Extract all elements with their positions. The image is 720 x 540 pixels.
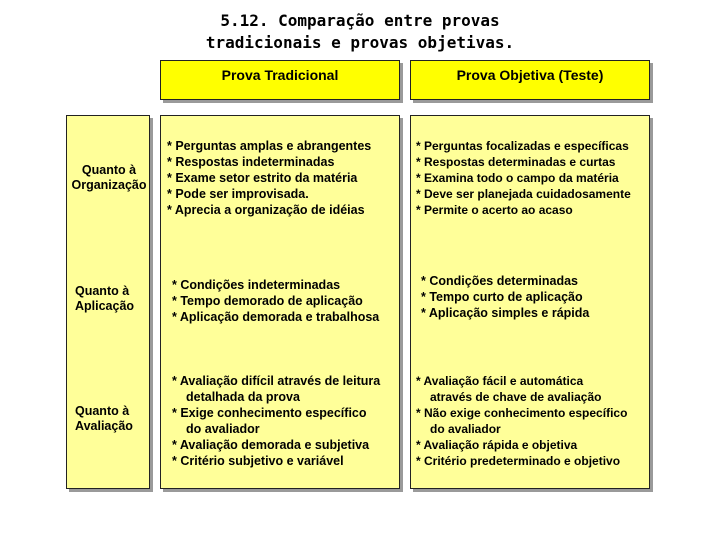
row-label-application: Quanto à Aplicação (75, 284, 135, 313)
list-item: * Não exige conhecimento específico (416, 406, 628, 420)
panel-traditional (160, 115, 400, 489)
list-item: * Deve ser planejada cuidadosamente (416, 187, 631, 201)
title-line-2: tradicionais e provas objetivas. (205, 33, 515, 52)
list-item: * Exame setor estrito da matéria (167, 171, 358, 185)
row-label-organization: Quanto à Organização (71, 163, 147, 192)
header-objective (410, 60, 650, 100)
list-item: * Aplicação simples e rápida (421, 306, 590, 320)
list-item: * Condições determinadas (421, 274, 578, 288)
list-item: * Avaliação demorada e subjetiva (172, 438, 370, 452)
list-item: * Avaliação difícil através de leitura (172, 374, 381, 388)
list-item: * Respostas determinadas e curtas (416, 155, 616, 169)
list-item: * Aprecia a organização de idéias (167, 203, 365, 217)
cell-traditional-organization (167, 138, 371, 218)
list-item: * Critério predeterminado e objetivo (416, 454, 621, 468)
list-item: * Avaliação fácil e automática (416, 374, 584, 388)
header-traditional (160, 60, 400, 100)
list-item: * Tempo curto de aplicação (421, 290, 583, 304)
list-item: * Respostas indeterminadas (167, 155, 335, 169)
cell-objective-organization (416, 138, 631, 218)
slide-title (150, 10, 570, 54)
list-item: * Avaliação rápida e objetiva (416, 438, 578, 452)
list-item: * Perguntas focalizadas e específicas (416, 139, 629, 153)
list-item: do avaliador (430, 422, 501, 436)
header-traditional-label: Prova Tradicional (221, 67, 339, 83)
list-item: detalhada da prova (186, 390, 300, 404)
list-item: * Condições indeterminadas (172, 278, 341, 292)
row-labels-column (66, 115, 150, 489)
cell-traditional-application (172, 277, 379, 325)
panel-objective (410, 115, 650, 489)
header-objective-label: Prova Objetiva (Teste) (456, 67, 604, 83)
title-line-1: 5.12. Comparação entre provas (220, 11, 500, 30)
cell-traditional-evaluation (172, 373, 380, 469)
list-item: * Exige conhecimento específico (172, 406, 367, 420)
list-item: do avaliador (186, 422, 260, 436)
list-item: * Tempo demorado de aplicação (172, 294, 363, 308)
row-label-evaluation: Quanto à Avaliação (75, 404, 133, 433)
list-item: através de chave de avaliação (430, 390, 602, 404)
list-item: * Examina todo o campo da matéria (416, 171, 619, 185)
cell-objective-application (421, 273, 589, 321)
list-item: * Perguntas amplas e abrangentes (167, 139, 372, 153)
list-item: * Critério subjetivo e variável (172, 454, 344, 468)
cell-objective-evaluation (416, 373, 627, 469)
list-item: * Permite o acerto ao acaso (416, 203, 573, 217)
list-item: * Pode ser improvisada. (167, 187, 309, 201)
list-item: * Aplicação demorada e trabalhosa (172, 310, 380, 324)
